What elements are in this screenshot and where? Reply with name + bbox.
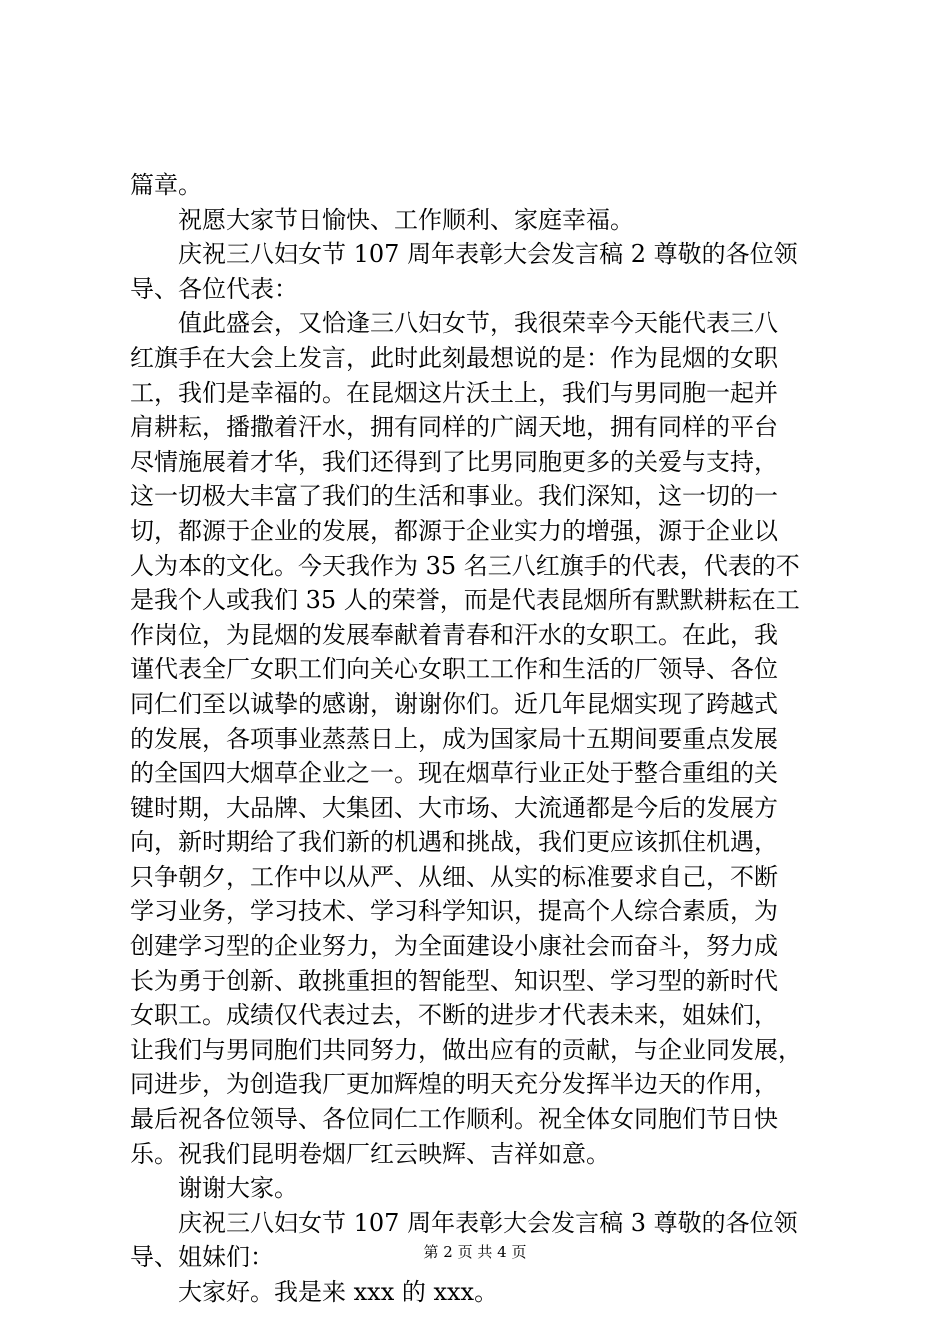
- text-line: 祝愿大家节日愉快、工作顺利、家庭幸福。: [178, 205, 634, 234]
- text-line: 庆祝三八妇女节 107 周年表彰大会发言稿 2 尊敬的各位领: [178, 240, 798, 269]
- text-line: 值此盛会，又恰逢三八妇女节，我很荣幸今天能代表三八: [178, 309, 778, 338]
- text-line: 长为勇于创新、敢挑重担的智能型、知识型、学习型的新时代: [130, 966, 778, 995]
- text-line: 红旗手在大会上发言，此时此刻最想说的是：作为昆烟的女职: [130, 343, 778, 372]
- text-line: 这一切极大丰富了我们的生活和事业。我们深知，这一切的一: [130, 482, 778, 511]
- text-line: 的全国四大烟草企业之一。现在烟草行业正处于整合重组的关: [130, 759, 778, 788]
- page-number-footer: 第 2 页 共 4 页: [423, 1243, 527, 1261]
- text-line: 最后祝各位领导、各位同仁工作顺利。祝全体女同胞们节日快: [130, 1105, 778, 1134]
- text-line: 导、各位代表：: [130, 274, 298, 303]
- text-line: 女职工。成绩仅代表过去，不断的进步才代表未来，姐妹们，: [130, 1001, 778, 1030]
- text-line: 创建学习型的企业努力，为全面建设小康社会而奋斗，努力成: [130, 932, 778, 961]
- text-line: 肩耕耘，播撒着汗水，拥有同样的广阔天地，拥有同样的平台: [130, 413, 778, 442]
- text-line: 人为本的文化。今天我作为 35 名三八红旗手的代表，代表的不: [130, 551, 800, 580]
- text-line: 乐。祝我们昆明卷烟厂红云映辉、吉祥如意。: [130, 1139, 610, 1168]
- text-line: 让我们与男同胞们共同努力，做出应有的贡献，与企业同发展，: [130, 1035, 802, 1064]
- text-line: 作岗位，为昆烟的发展奉献着青春和汗水的女职工。在此，我: [130, 620, 778, 649]
- text-line: 庆祝三八妇女节 107 周年表彰大会发言稿 3 尊敬的各位领: [178, 1208, 798, 1237]
- text-line: 导、姐妹们：: [130, 1243, 274, 1272]
- text-line: 谨代表全厂女职工们向关心女职工工作和生活的厂领导、各位: [130, 655, 778, 684]
- text-line: 尽情施展着才华，我们还得到了比男同胞更多的关爱与支持，: [130, 447, 778, 476]
- text-line: 篇章。: [130, 171, 202, 199]
- text-line: 同进步，为创造我厂更加辉煌的明天充分发挥半边天的作用，: [130, 1070, 778, 1099]
- text-line: 学习业务，学习技术、学习科学知识，提高个人综合素质，为: [130, 897, 778, 926]
- text-line: 切，都源于企业的发展，都源于企业实力的增强，源于企业以: [130, 516, 778, 545]
- text-line: 大家好。我是来 xxx 的 xxx。: [178, 1278, 499, 1306]
- text-line: 是我个人或我们 35 人的荣誉，而是代表昆烟所有默默耕耘在工: [130, 586, 800, 615]
- text-line: 工，我们是幸福的。在昆烟这片沃土上，我们与男同胞一起并: [130, 378, 778, 407]
- text-line: 键时期，大品牌、大集团、大市场、大流通都是今后的发展方: [130, 793, 778, 822]
- text-line: 向，新时期给了我们新的机遇和挑战，我们更应该抓住机遇，: [130, 828, 778, 857]
- text-line: 谢谢大家。: [178, 1174, 298, 1203]
- body-text: [130, 168, 842, 1310]
- text-line: 同仁们至以诚挚的感谢，谢谢你们。近几年昆烟实现了跨越式: [130, 689, 778, 718]
- text-line: 只争朝夕，工作中以从严、从细、从实的标准要求自己，不断: [130, 862, 778, 891]
- text-line: 的发展，各项事业蒸蒸日上，成为国家局十五期间要重点发展: [130, 724, 778, 753]
